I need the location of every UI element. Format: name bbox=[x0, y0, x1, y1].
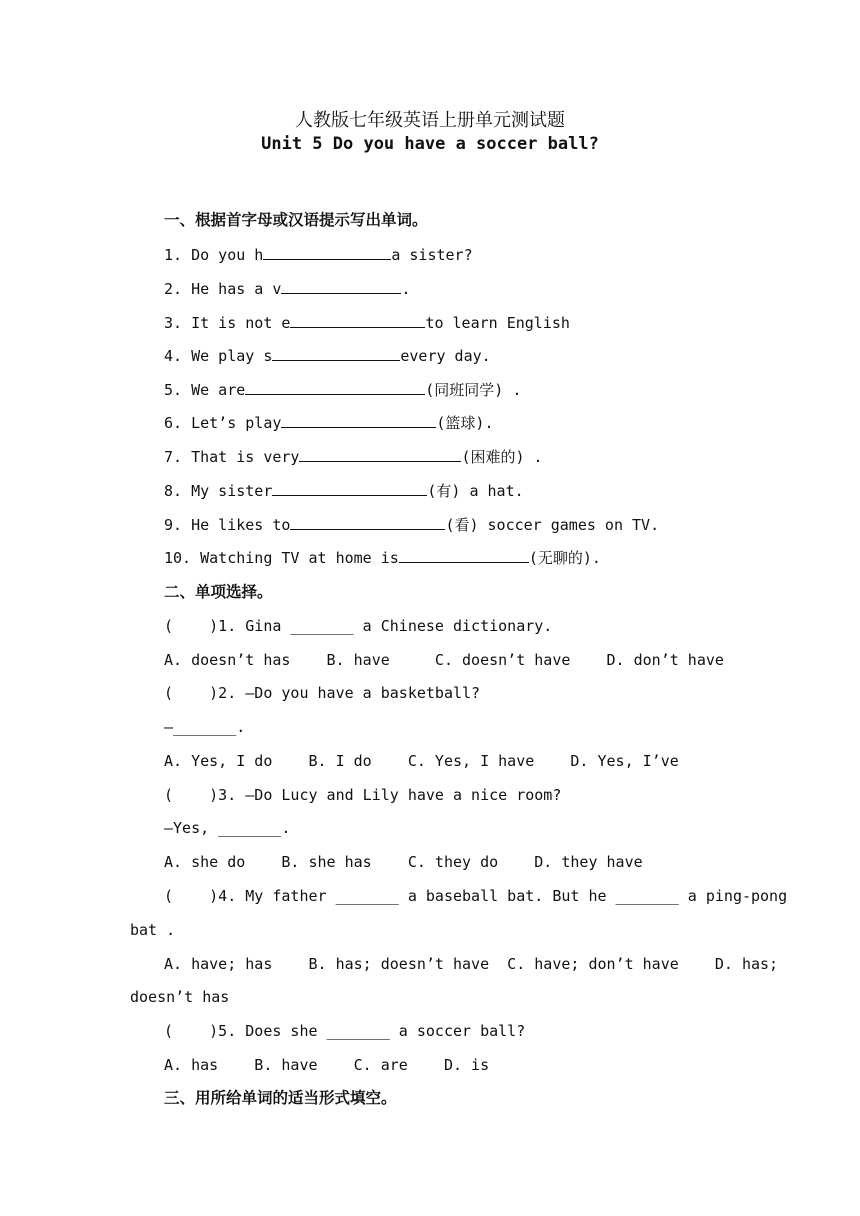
answer-blank[interactable] bbox=[290, 313, 425, 328]
mc-question-4: ( )4. My father _______ a baseball bat. But he _______ a ping-pong bbox=[164, 887, 788, 905]
fill-item-6: 6. Let’s play (篮球). bbox=[164, 414, 494, 432]
mc-options-3: A. she do B. she has C. they do D. they have bbox=[164, 853, 643, 871]
section3-heading: 三、用所给单词的适当形式填空。 bbox=[164, 1089, 397, 1107]
fill-item-10: 10. Watching TV at home is (无聊的). bbox=[164, 549, 601, 567]
mc-options-4-cont: doesn’t has bbox=[130, 988, 230, 1006]
mc-question-5: ( )5. Does she _______ a soccer ball? bbox=[164, 1022, 526, 1040]
fill-item-7: 7. That is very (困难的) . bbox=[164, 448, 543, 466]
answer-blank[interactable] bbox=[245, 380, 425, 395]
title-chinese: 人教版七年级英语上册单元测试题 bbox=[295, 110, 565, 131]
fill-item-3: 3. It is not e to learn English bbox=[164, 314, 570, 332]
section2-heading: 二、单项选择。 bbox=[164, 583, 273, 601]
mc-question-3: ( )3. —Do Lucy and Lily have a nice room? bbox=[164, 786, 562, 804]
answer-blank[interactable] bbox=[281, 279, 401, 294]
answer-blank[interactable] bbox=[263, 245, 391, 260]
fill-item-2: 2. He has a v . bbox=[164, 280, 411, 298]
answer-blank[interactable] bbox=[299, 447, 461, 462]
fill-item-1: 1. Do you h a sister? bbox=[164, 246, 473, 264]
answer-blank[interactable] bbox=[272, 346, 400, 361]
mc-question-1: ( )1. Gina _______ a Chinese dictionary. bbox=[164, 617, 553, 635]
title-english: Unit 5 Do you have a soccer ball? bbox=[261, 134, 599, 154]
section1-heading: 一、根据首字母或汉语提示写出单词。 bbox=[164, 211, 428, 229]
fill-item-4: 4. We play s every day. bbox=[164, 347, 491, 365]
answer-blank[interactable] bbox=[281, 413, 436, 428]
mc-options-5: A. has B. have C. are D. is bbox=[164, 1056, 490, 1074]
answer-blank[interactable] bbox=[399, 548, 529, 563]
answer-blank[interactable] bbox=[290, 515, 445, 530]
mc-question-4-cont: bat . bbox=[130, 921, 176, 939]
mc-options-2: A. Yes, I do B. I do C. Yes, I have D. Yes, I’ve bbox=[164, 752, 679, 770]
mc-options-1: A. doesn’t has B. have C. doesn’t have D. don’t have bbox=[164, 651, 724, 669]
mc-question-2: ( )2. —Do you have a basketball? bbox=[164, 684, 481, 702]
mc-options-4: A. have; has B. has; doesn’t have C. have; don’t have D. has; bbox=[164, 955, 779, 973]
mc-answer-line-2: —_______. bbox=[164, 718, 246, 736]
mc-answer-line-3: —Yes, _______. bbox=[164, 819, 291, 837]
fill-item-5: 5. We are (同班同学) . bbox=[164, 381, 522, 399]
fill-item-9: 9. He likes to (看) soccer games on TV. bbox=[164, 516, 660, 534]
answer-blank[interactable] bbox=[272, 481, 427, 496]
fill-item-8: 8. My sister (有) a hat. bbox=[164, 482, 524, 500]
